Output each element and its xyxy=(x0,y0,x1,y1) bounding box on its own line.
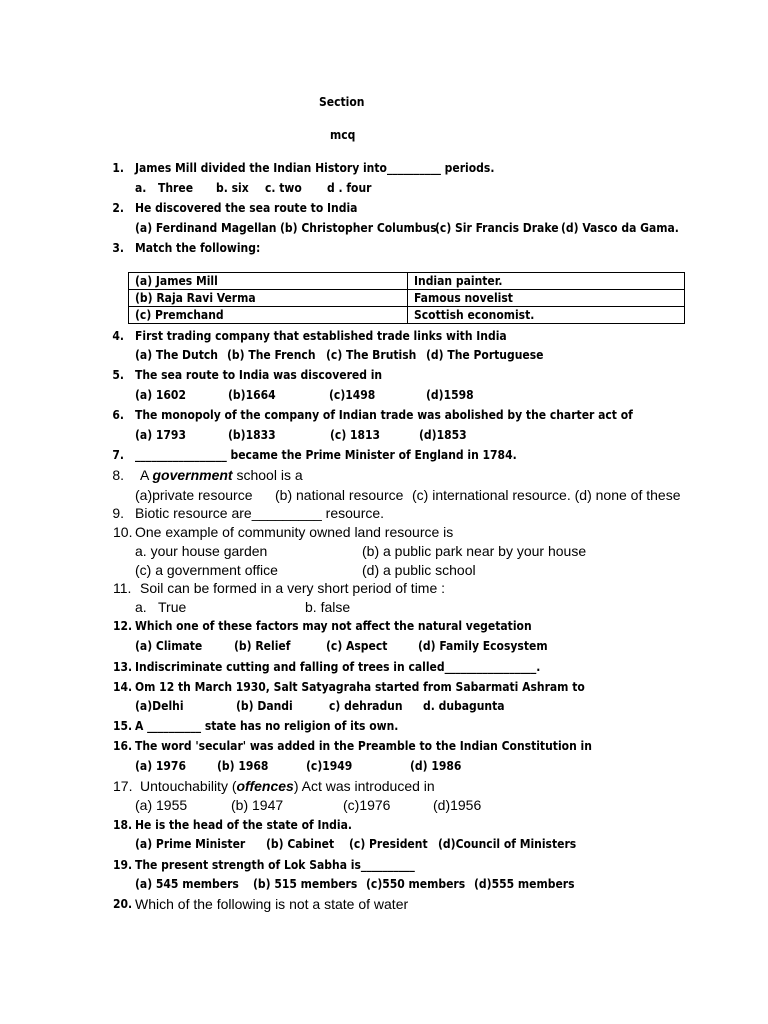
option: d . four xyxy=(327,181,372,195)
option: (c) The Brutish xyxy=(326,348,417,362)
question-number: 13. xyxy=(113,660,133,674)
option: (b) national resource xyxy=(275,487,404,503)
table-cell: Famous novelist xyxy=(408,290,685,307)
option: (b) Dandi xyxy=(236,699,293,713)
question-text: _________________ became the Prime Minister of England in 1784. xyxy=(135,448,517,462)
option: (c)1498 xyxy=(329,388,376,402)
option: (d)1956 xyxy=(433,797,482,813)
question-text: Match the following: xyxy=(135,241,261,255)
option: b. six xyxy=(216,181,249,195)
option: (d) a public school xyxy=(362,562,476,578)
option: (c) 1813 xyxy=(330,428,381,442)
question-text: Soil can be formed in a very short period of time : xyxy=(140,580,446,596)
option: (a)private resource xyxy=(135,487,253,503)
question-text: First trading company that established trade links with India xyxy=(135,329,507,343)
question-number: 2. xyxy=(112,201,124,215)
question-text: The present strength of Lok Sabha is__________ xyxy=(135,858,415,872)
question-number: 15. xyxy=(113,719,133,733)
question-text: Untouchability (offences) Act was introduced in xyxy=(140,778,435,794)
option: c) dehradun xyxy=(329,699,403,713)
question-text: Indiscriminate cutting and falling of trees in called_________________. xyxy=(135,660,541,674)
table-row xyxy=(129,307,685,324)
question-text: He discovered the sea route to India xyxy=(135,201,358,215)
match-table xyxy=(128,272,685,324)
question-text: The word 'secular' was added in the Preamble to the Indian Constitution in xyxy=(135,739,592,753)
option: b. false xyxy=(305,599,351,615)
question-number: 18. xyxy=(113,818,133,832)
option: (b) a public park near by your house xyxy=(362,543,587,559)
option: (b) Cabinet xyxy=(266,837,335,851)
option: (d)1853 xyxy=(419,428,467,442)
option: (b)1833 xyxy=(228,428,276,442)
question-text: The sea route to India was discovered in xyxy=(135,368,383,382)
table-cell: Scottish economist. xyxy=(408,307,685,324)
option: (d) The Portuguese xyxy=(426,348,544,362)
question-number: 1. xyxy=(112,161,124,175)
option: a. xyxy=(135,181,147,195)
option: (c) Sir Francis Drake xyxy=(435,221,559,235)
question-number: 10. xyxy=(113,524,133,540)
question-text: Which of the following is not a state of water xyxy=(135,896,409,912)
option: (b) Christopher Columbus xyxy=(280,221,437,235)
option: (b) 1968 xyxy=(217,759,269,773)
option: (d)555 members xyxy=(474,877,575,891)
option: a. your house garden xyxy=(135,543,268,559)
table-cell: (b) Raja Ravi Verma xyxy=(129,290,408,307)
option: (a) Climate xyxy=(135,639,203,653)
option: c. two xyxy=(265,181,302,195)
option: (c) President xyxy=(349,837,428,851)
question-number: 12. xyxy=(113,619,133,633)
option: (c) international resource. (d) none of these xyxy=(412,487,681,503)
question-number: 5. xyxy=(112,368,124,382)
option: (a) 545 members xyxy=(135,877,239,891)
option: (a) The Dutch xyxy=(135,348,218,362)
option: (a) 1955 xyxy=(135,797,188,813)
option: (b) The French xyxy=(227,348,316,362)
option: (d) Family Ecosystem xyxy=(418,639,548,653)
question-number: 9. xyxy=(112,505,124,521)
emphasized-word: offences xyxy=(236,778,294,794)
option: (a) 1793 xyxy=(135,428,186,442)
option: a. xyxy=(135,599,147,615)
option: (d)1598 xyxy=(426,388,474,402)
option: (d) 1986 xyxy=(410,759,462,773)
option: (a) 1602 xyxy=(135,388,186,402)
question-number: 19. xyxy=(113,858,133,872)
option: (c) Aspect xyxy=(326,639,388,653)
question-number: 3. xyxy=(112,241,124,255)
option: True xyxy=(158,599,187,615)
question-text: One example of community owned land resource is xyxy=(135,524,454,540)
question-number: 16. xyxy=(113,739,133,753)
table-row xyxy=(129,273,685,290)
option: (b)1664 xyxy=(228,388,276,402)
table-cell: Indian painter. xyxy=(408,273,685,290)
section-heading: Section xyxy=(319,95,365,109)
option: (b) Relief xyxy=(234,639,291,653)
option: Three xyxy=(158,181,194,195)
table-row xyxy=(129,290,685,307)
question-text: Biotic resource are_________ resource. xyxy=(135,505,385,521)
question-number: 4. xyxy=(112,329,124,343)
question-text: He is the head of the state of India. xyxy=(135,818,352,832)
option: (c)1949 xyxy=(306,759,353,773)
option: (b) 1947 xyxy=(231,797,284,813)
option: d. dubagunta xyxy=(423,699,505,713)
question-number: 17. xyxy=(113,778,133,794)
table-cell: (c) Premchand xyxy=(129,307,408,324)
option: (c)550 members xyxy=(366,877,466,891)
question-number: 6. xyxy=(112,408,124,422)
option: (a) Prime Minister xyxy=(135,837,246,851)
question-text: Om 12 th March 1930, Salt Satyagraha started from Sabarmati Ashram to xyxy=(135,680,585,694)
emphasized-word: government xyxy=(152,467,233,483)
question-number: 11. xyxy=(113,580,132,596)
option: (c)1976 xyxy=(343,797,391,813)
option: (d)Council of Ministers xyxy=(438,837,577,851)
option: (d) Vasco da Gama. xyxy=(561,221,679,235)
question-text: A __________ state has no religion of its own. xyxy=(135,719,399,733)
option: (a) 1976 xyxy=(135,759,186,773)
question-number: 20. xyxy=(113,897,133,911)
question-text: Which one of these factors may not affect the natural vegetation xyxy=(135,619,532,633)
option: (a) Ferdinand Magellan xyxy=(135,221,277,235)
option: (a)Delhi xyxy=(135,699,184,713)
question-number: 14. xyxy=(113,680,133,694)
question-number: 7. xyxy=(112,448,124,462)
question-number: 8. xyxy=(112,467,124,483)
option: (c) a government office xyxy=(135,562,278,578)
mcq-heading: mcq xyxy=(330,128,356,142)
option: (b) 515 members xyxy=(253,877,358,891)
question-text: James Mill divided the Indian History into__________ periods. xyxy=(135,161,495,175)
table-cell: (a) James Mill xyxy=(129,273,408,290)
question-text: The monopoly of the company of Indian trade was abolished by the charter act of xyxy=(135,408,633,422)
question-text: A government school is a xyxy=(140,467,303,483)
